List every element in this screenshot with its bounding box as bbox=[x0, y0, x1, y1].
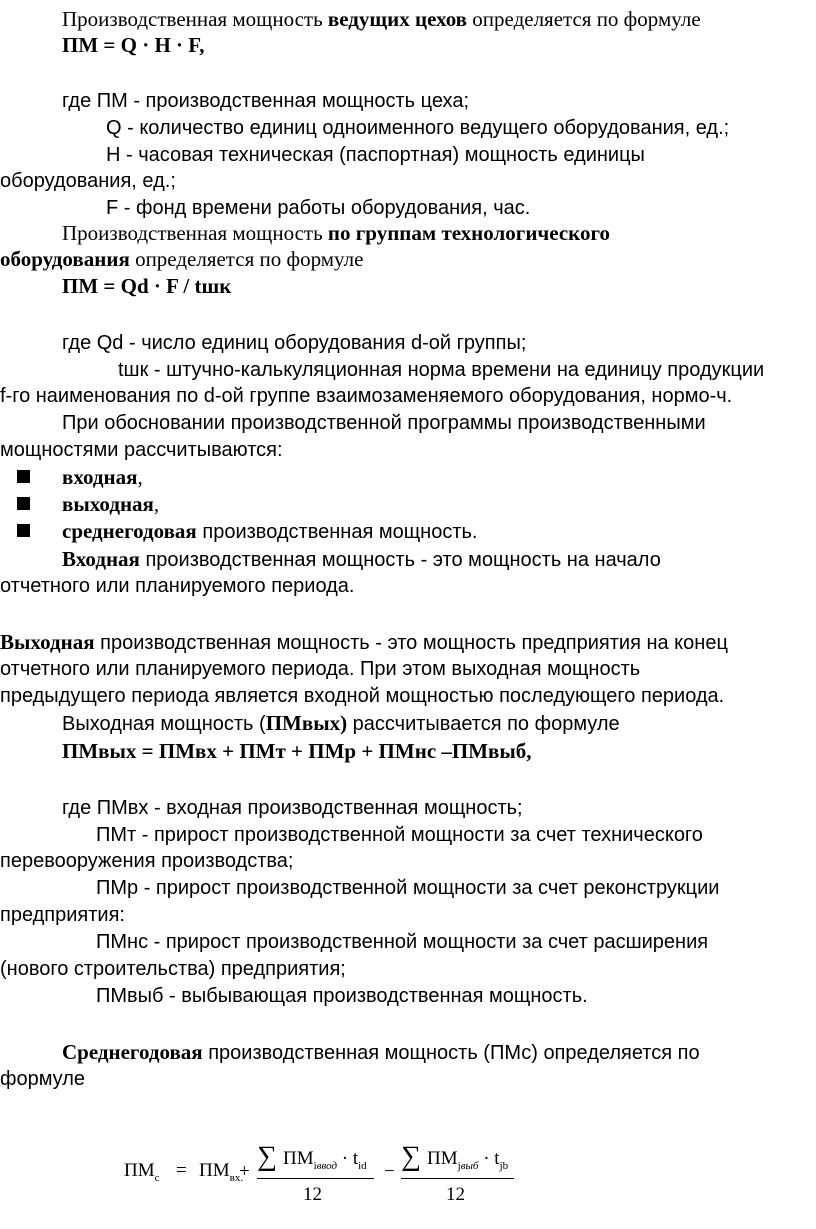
fraction-1-denominator: 12 bbox=[303, 1184, 322, 1205]
text: , bbox=[153, 492, 160, 516]
text-bold: по группам технологического bbox=[327, 221, 610, 245]
pm-symbol: ПМ bbox=[124, 1160, 155, 1181]
subscript: i bbox=[313, 1160, 317, 1172]
para-1-line-1 bbox=[62, 6, 701, 32]
plus-sign: + bbox=[239, 1161, 250, 1182]
def3-line-5: предприятия: bbox=[0, 904, 125, 926]
subscript: ввод bbox=[316, 1160, 338, 1172]
fraction-2-bar bbox=[401, 1178, 514, 1179]
para-3-line-1: При обосновании производственной программы производственными bbox=[62, 412, 706, 434]
text-bold: Входная bbox=[62, 547, 140, 571]
subscript: jb bbox=[499, 1160, 509, 1172]
text: производственная мощность - это мощность на начало bbox=[139, 549, 661, 571]
fraction-2-denominator: 12 bbox=[446, 1184, 465, 1205]
dot: · bbox=[341, 1148, 349, 1169]
def3-line-6: ПМнс - прирост производственной мощности за счет расширения bbox=[96, 931, 709, 953]
t-symbol: t bbox=[352, 1148, 359, 1169]
text: производственная мощность (ПМс) определяется по bbox=[202, 1042, 700, 1064]
text-bold: среднегодовая bbox=[62, 519, 197, 543]
text: Выходная мощность ( bbox=[62, 713, 266, 735]
formula-4-lhs bbox=[124, 1160, 160, 1182]
para-6-line-1 bbox=[62, 710, 620, 737]
para-7-line-1 bbox=[62, 1039, 700, 1066]
text-bold: оборудования bbox=[0, 247, 130, 271]
def1-line-3: H - часовая техническая (паспортная) мощность единицы bbox=[106, 144, 645, 166]
subscript: j bbox=[457, 1160, 461, 1172]
formula-text: ПМ = Q · H · F, bbox=[62, 33, 205, 57]
def3-line-2: ПМт - прирост производственной мощности за счет технического bbox=[96, 824, 703, 846]
text-bold: Выходная bbox=[0, 630, 95, 654]
pm-symbol: ПМ bbox=[427, 1148, 458, 1169]
sum-icon: ∑ bbox=[401, 1141, 421, 1172]
text: определяется по формуле bbox=[467, 7, 701, 31]
bullet-square-icon bbox=[17, 470, 30, 483]
pm-symbol: ПМ bbox=[199, 1160, 230, 1181]
bullet-item-3 bbox=[62, 518, 477, 545]
def2-line-3: f-го наименования по d-ой группе взаимозаменяемого оборудования, нормо-ч. bbox=[0, 385, 733, 407]
t-symbol: t bbox=[494, 1148, 500, 1169]
bullet-item-2 bbox=[62, 491, 159, 517]
fraction-1-bar bbox=[257, 1178, 374, 1179]
formula-1 bbox=[62, 32, 204, 58]
subscript: с bbox=[154, 1172, 160, 1184]
sum-icon: ∑ bbox=[257, 1141, 277, 1172]
def1-line-5: F - фонд времени работы оборудования, час. bbox=[106, 197, 531, 219]
def2-line-2: tшк - штучно-калькуляционная норма времени на единицу продукции bbox=[118, 359, 765, 381]
para-3-line-2: мощностями рассчитываются: bbox=[0, 439, 283, 461]
text: Производственная мощность bbox=[62, 7, 328, 31]
def3-line-8: ПМвыб - выбывающая производственная мощность. bbox=[96, 985, 588, 1007]
def3-line-7: (нового строительства) предприятия; bbox=[0, 958, 346, 980]
para-7-line-2: формуле bbox=[0, 1068, 86, 1090]
text: производственная мощность - это мощность предприятия на конец bbox=[94, 632, 728, 654]
def1-line-4: оборудования, ед.; bbox=[0, 170, 176, 192]
para-4-line-2: отчетного или планируемого периода. bbox=[0, 575, 355, 597]
def3-line-4: ПМр - прирост производственной мощности за счет реконструкции bbox=[96, 877, 720, 899]
formula-4-pm-vx bbox=[199, 1160, 243, 1182]
para-4-line-1 bbox=[62, 546, 661, 573]
text-bold: выходная bbox=[62, 492, 154, 516]
bullet-item-1 bbox=[62, 464, 143, 490]
pm-symbol: ПМ bbox=[283, 1148, 314, 1169]
bullet-square-icon bbox=[17, 524, 30, 537]
text: Производственная мощность bbox=[62, 221, 328, 245]
text-bold: ПМвых) bbox=[265, 711, 348, 735]
text-bold: ведущих цехов bbox=[327, 7, 468, 31]
para-5-line-2: отчетного или планируемого периода. При этом выходная мощность bbox=[0, 658, 641, 680]
def3-line-1: где ПМвх - входная производственная мощность; bbox=[62, 797, 523, 819]
def2-line-1: где Qd - число единиц оборудования d-ой группы; bbox=[62, 332, 527, 354]
subscript: id bbox=[358, 1160, 367, 1172]
dot: · bbox=[483, 1148, 490, 1169]
text-bold: Среднегодовая bbox=[62, 1040, 203, 1064]
subscript: вх. bbox=[229, 1172, 244, 1184]
text: определяется по формуле bbox=[129, 247, 364, 271]
para-2-line-1 bbox=[62, 220, 610, 246]
formula-3 bbox=[62, 738, 532, 764]
formula-text: ПМвых = ПМвх + ПМт + ПМр + ПМнс –ПМвыб, bbox=[62, 739, 532, 763]
bullet-square-icon bbox=[17, 497, 30, 510]
text: рассчитывается по формуле bbox=[347, 713, 620, 735]
formula-text: ПМ = Qd · F / tшк bbox=[62, 274, 232, 298]
fraction-2-numerator bbox=[427, 1148, 508, 1170]
fraction-1-numerator bbox=[283, 1148, 367, 1170]
def1-line-1: где ПМ - производственная мощность цеха; bbox=[62, 90, 470, 112]
def3-line-3: перевооружения производства; bbox=[0, 850, 294, 872]
text-bold: входная bbox=[62, 465, 138, 489]
para-5-line-3: предыдущего периода является входной мощностью последующего периода. bbox=[0, 685, 725, 707]
para-2-line-2 bbox=[0, 246, 363, 272]
subscript: выб bbox=[460, 1160, 479, 1172]
text: производственная мощность. bbox=[196, 521, 478, 543]
equals-sign: = bbox=[176, 1160, 187, 1181]
minus-sign: − bbox=[384, 1161, 395, 1182]
def1-line-2: Q - количество единиц одноименного ведущего оборудования, ед.; bbox=[106, 117, 730, 139]
text: , bbox=[137, 465, 143, 489]
formula-2 bbox=[62, 273, 231, 299]
para-5-line-1 bbox=[0, 629, 728, 656]
